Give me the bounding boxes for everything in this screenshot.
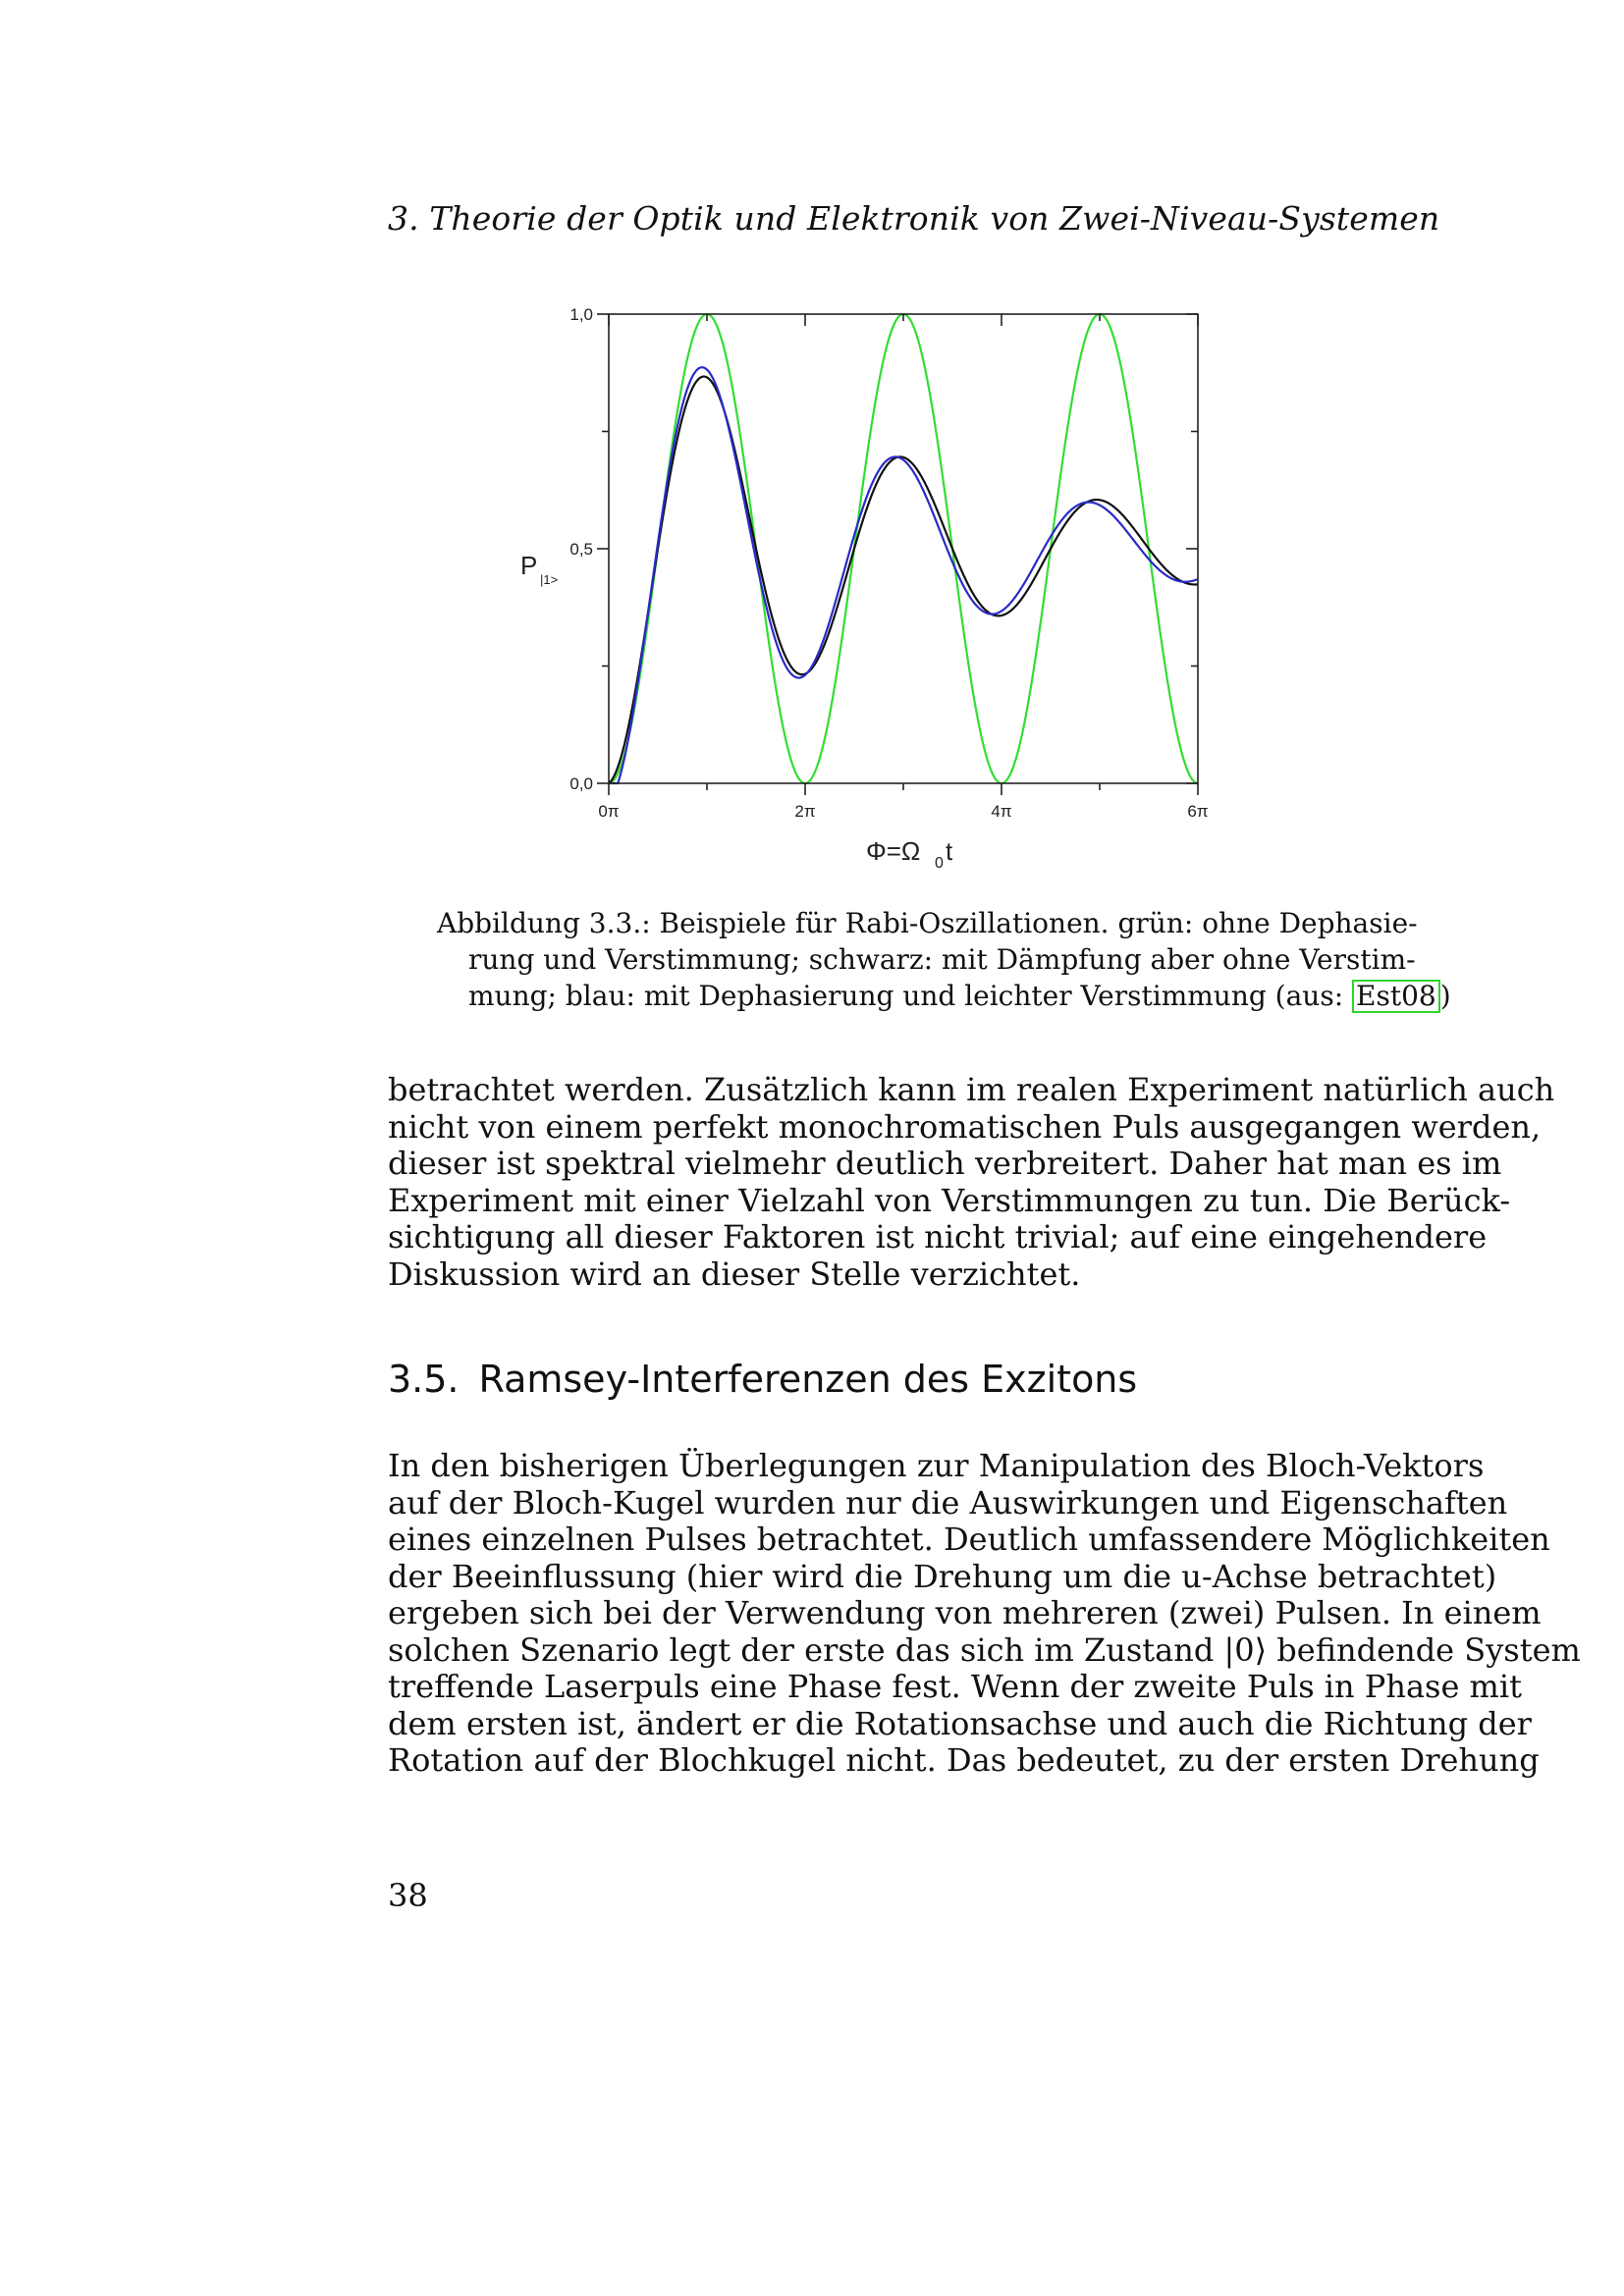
text-line: dieser ist spektral vielmehr deutlich verbreitert. Daher hat man es im (388, 1145, 1502, 1182)
text-line: auf der Bloch-Kugel wurden nur die Auswirkungen und Eigenschaften (388, 1483, 1508, 1522)
section-heading (388, 1358, 1137, 1401)
text-line: Rotation auf der Blochkugel nicht. Das bedeutet, zu der ersten Drehung (388, 1741, 1540, 1779)
x-tick-label: 4π (991, 802, 1012, 821)
x-tick-label: 6π (1187, 802, 1209, 821)
running-head: 3. Theorie der Optik und Elektronik von Zwei-Niveau-Systemen (388, 199, 1440, 238)
series-line-3 (609, 367, 1198, 783)
text-line: nicht von einem perfekt monochromatischen Puls ausgegangen werden, (388, 1107, 1542, 1146)
paragraph-2 (388, 1447, 1581, 1780)
figure-caption (437, 905, 1451, 1014)
text-line: betrachtet werden. Zusätzlich kann im realen Experiment natürlich auch (388, 1071, 1555, 1108)
text-line: ergeben sich bei der Verwendung von mehreren (zwei) Pulsen. In einem (388, 1594, 1542, 1631)
text-line: eines einzelnen Pulses betrachtet. Deutlich umfassendere Möglichkeiten (388, 1521, 1550, 1558)
y-axis-label-sub: |1> (540, 572, 559, 587)
section-title: Ramsey-Interferenzen des Exzitons (478, 1358, 1138, 1401)
text-line: Diskussion wird an dieser Stelle verzichtet. (388, 1255, 1081, 1293)
text-line: dem ersten ist, ändert er die Rotationsachse und auch die Richtung der (388, 1704, 1532, 1742)
x-axis-label-suffix: t (946, 836, 953, 866)
x-tick-label: 0π (598, 802, 620, 821)
rabi-chart (499, 293, 1225, 881)
plot-frame (609, 314, 1198, 783)
paragraph-1 (388, 1071, 1555, 1293)
y-tick-label: 0,5 (569, 540, 593, 559)
series-line-1 (609, 314, 1198, 783)
y-axis-label: P (520, 551, 538, 580)
text-line: sichtigung all dieser Faktoren ist nicht trivial; auf eine eingehendere (388, 1218, 1488, 1255)
text-line: solchen Szenario legt der erste das sich im Zustand |0⟩ befindende System (388, 1630, 1581, 1669)
page-number: 38 (388, 1877, 428, 1914)
x-tick-label: 2π (794, 802, 816, 821)
text-line: In den bisherigen Überlegungen zur Manipulation des Bloch-Vektors (388, 1447, 1485, 1484)
text-line: treffende Laserpuls eine Phase fest. Wenn der zweite Puls in Phase mit (388, 1668, 1522, 1705)
caption-line: Abbildung 3.3.: Beispiele für Rabi-Oszillationen. grün: ohne Dephasie- (437, 907, 1418, 939)
rabi-figure (499, 293, 1225, 881)
text-line: der Beeinflussung (hier wird die Drehung um die u-Achse betrachtet) (388, 1557, 1497, 1595)
caption-line-text: mung; blau: mit Dephasierung und leichter Verstimmung (aus: (468, 980, 1353, 1012)
text-line: Experiment mit einer Vielzahl von Verstimmungen zu tun. Die Berück- (388, 1181, 1511, 1219)
section-number: 3.5. (388, 1358, 460, 1401)
caption-line (437, 978, 1451, 1014)
caption-end: ) (1439, 980, 1451, 1012)
y-tick-label: 0,0 (569, 774, 593, 793)
citation-link[interactable]: Est08 (1352, 980, 1440, 1013)
series-line-2 (609, 377, 1198, 783)
x-axis-label-sub: 0 (935, 855, 944, 872)
x-axis-label: Φ=Ω (866, 836, 921, 866)
y-tick-label: 1,0 (569, 305, 593, 324)
caption-line: rung und Verstimmung; schwarz: mit Dämpfung aber ohne Verstim- (468, 943, 1416, 976)
